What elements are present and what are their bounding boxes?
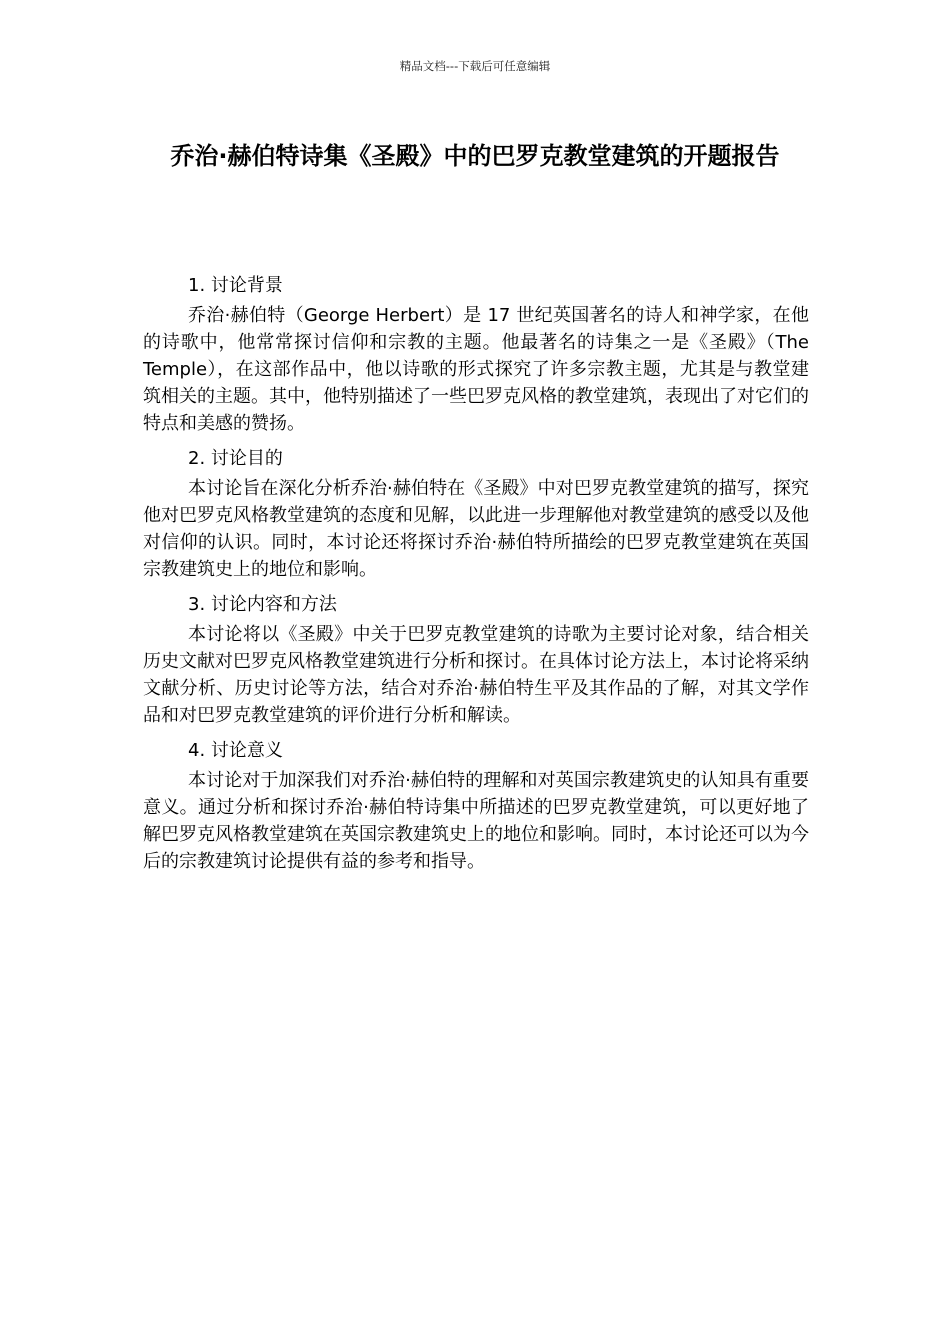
page-header: 精品文档---下载后可任意编辑 [399, 59, 551, 73]
section-heading: 3. 讨论内容和方法 [188, 594, 337, 615]
section-heading: 4. 讨论意义 [188, 740, 283, 761]
section-heading: 2. 讨论目的 [188, 448, 283, 469]
section-background [143, 270, 809, 437]
section-paragraph: 乔治·赫伯特（George Herbert）是 17 世纪英国著名的诗人和神学家，在他的诗歌中，他常常探讨信仰和宗教的主题。他最著名的诗集之一是《圣殿》（The Temple），在这部作品中，他以诗歌的形式探究了许多宗教主题，尤其是与教堂建筑相关的主题。其中，他特别描述了一些巴罗克风格的教堂建筑，表现出了对它们的特点和美感的赞扬。 [143, 305, 809, 434]
section-paragraph: 本讨论旨在深化分析乔治·赫伯特在《圣殿》中对巴罗克教堂建筑的描写，探究他对巴罗克风格教堂建筑的态度和见解，以此进一步理解他对教堂建筑的感受以及他对信仰的认识。同时，本讨论还将探讨乔治·赫伯特所描绘的巴罗克教堂建筑在英国宗教建筑史上的地位和影响。 [143, 478, 809, 580]
section-paragraph: 本讨论对于加深我们对乔治·赫伯特的理解和对英国宗教建筑史的认知具有重要意义。通过分析和探讨乔治·赫伯特诗集中所描述的巴罗克教堂建筑，可以更好地了解巴罗克风格教堂建筑在英国宗教建筑史上的地位和影响。同时，本讨论还可以为今后的宗教建筑讨论提供有益的参考和指导。 [143, 770, 809, 872]
section-purpose [143, 443, 809, 583]
document-title: 乔治·赫伯特诗集《圣殿》中的巴罗克教堂建筑的开题报告 [170, 142, 780, 170]
section-paragraph: 本讨论将以《圣殿》中关于巴罗克教堂建筑的诗歌为主要讨论对象，结合相关历史文献对巴罗克风格教堂建筑进行分析和探讨。在具体讨论方法上，本讨论将采纳文献分析、历史讨论等方法，结合对乔治·赫伯特生平及其作品的了解，对其文学作品和对巴罗克教堂建筑的评价进行分析和解读。 [143, 624, 809, 726]
document-body [143, 270, 809, 881]
section-significance [143, 735, 809, 875]
section-content-method [143, 589, 809, 729]
section-heading: 1. 讨论背景 [188, 275, 283, 296]
